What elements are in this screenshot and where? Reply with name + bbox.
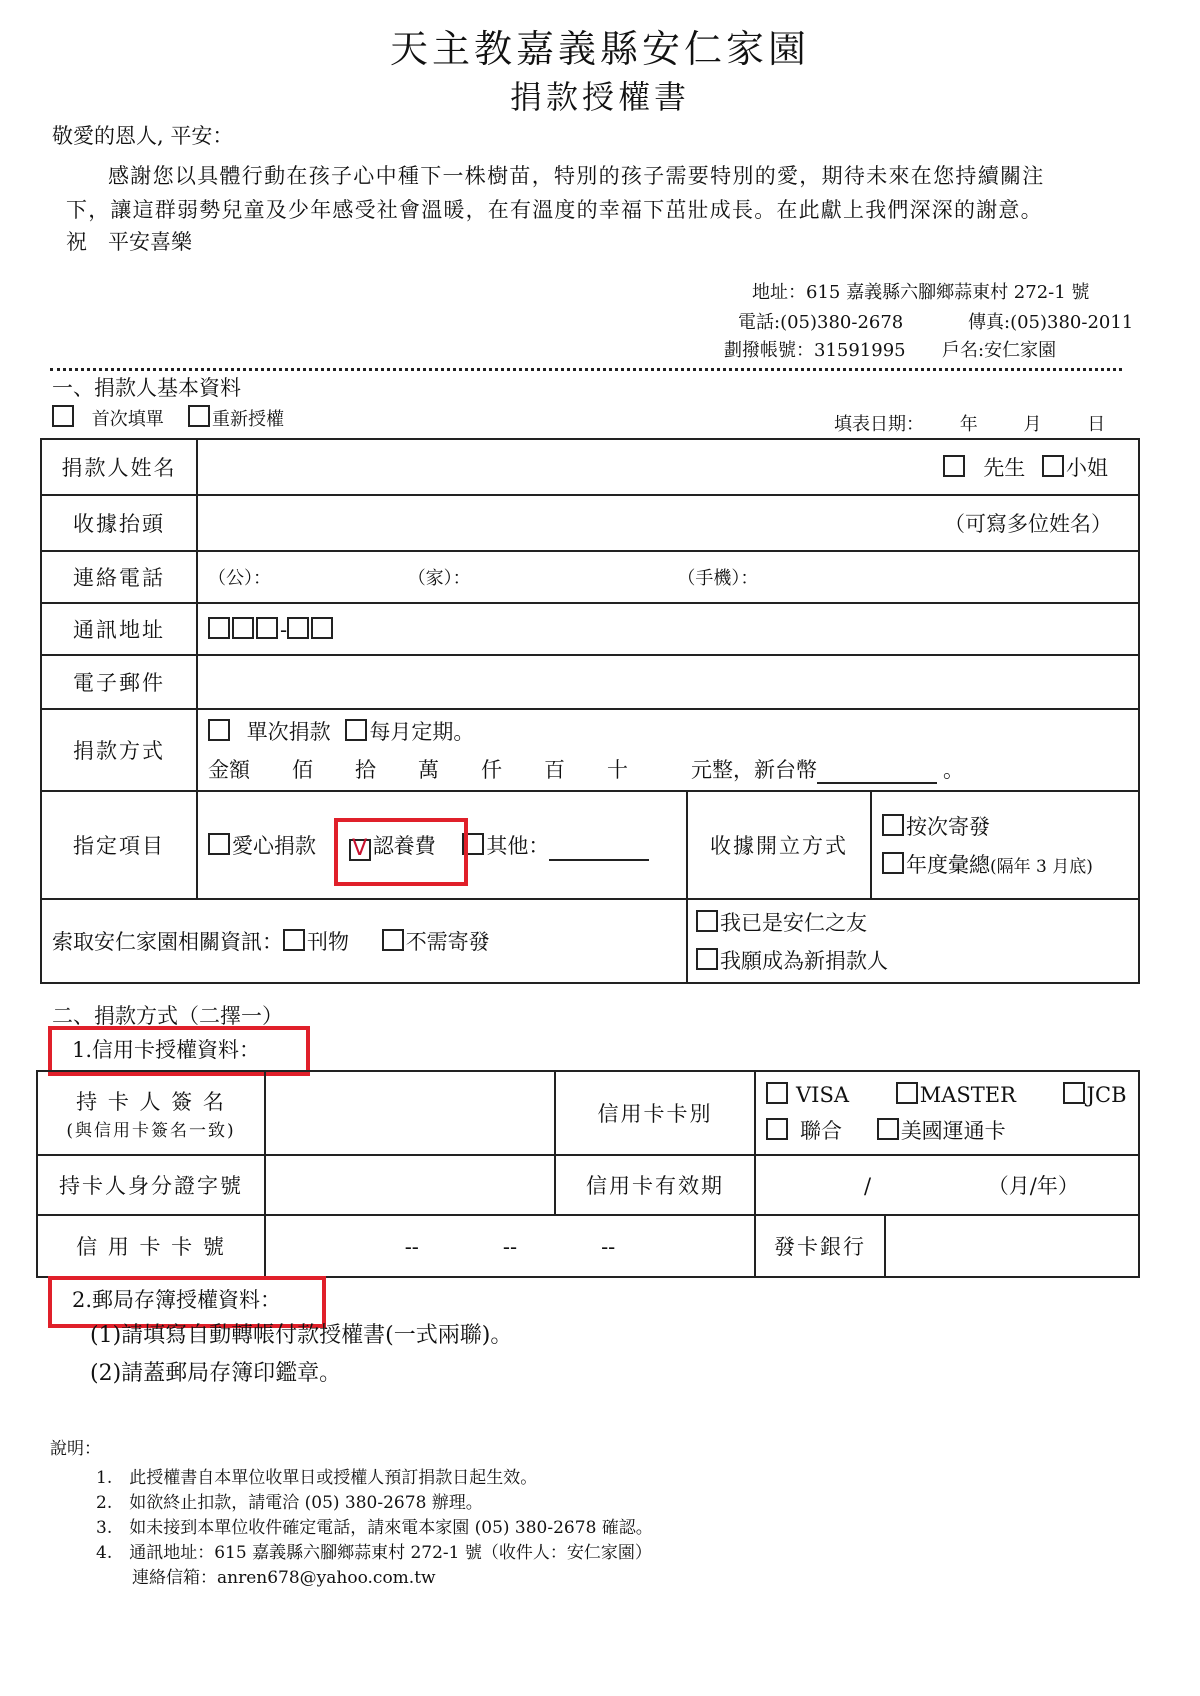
sponsor-option[interactable]: V 認養費 [349,834,436,858]
single-checkbox[interactable] [208,719,230,741]
visa-checkbox[interactable] [766,1082,788,1104]
letter-line-2: 下，讓這群弱勢兒童及少年感受社會溫暖，在有溫度的幸福下茁壯成長。在此獻上我們深深的謝意。 [66,198,1043,222]
notes-label: 說明： [50,1439,101,1459]
credit-heading: 1.信用卡授權資料： [72,1038,261,1062]
document-title: 捐款授權書 [509,78,690,116]
contact-account: 劃撥帳號：31591995 [724,340,906,361]
per-donation-checkbox[interactable] [882,814,904,836]
closing: 祝 平安喜樂 [66,230,192,254]
sponsor-checkbox[interactable]: V [349,839,371,861]
fill-date: 填表日期： 年 月 日 [834,414,1106,435]
monthly-checkbox[interactable] [345,719,367,741]
union-checkbox[interactable] [766,1118,788,1140]
phone-field[interactable]: （公）： （家）： （手機）： [197,551,1139,603]
issuer-label: 發卡銀行 [755,1215,885,1277]
jcb-checkbox[interactable] [1063,1082,1085,1104]
credit-card-table [36,1070,1140,1278]
receipt-title-label: 收據抬頭 [41,495,197,551]
master-checkbox[interactable] [896,1082,918,1104]
item-label: 指定項目 [41,791,197,899]
item-field[interactable]: 愛心捐款 V 認養費 其他： [197,791,687,899]
method-label: 捐款方式 [41,709,197,791]
org-title: 天主教嘉義縣安仁家園 [389,27,810,71]
holder-id-field[interactable] [265,1155,555,1215]
section2-heading: 二、捐款方式（二擇一） [52,1004,283,1028]
note-3: 3. 如未接到本單位收件確定電話，請來電本家園 (05) 380-2678 確認。 [96,1518,653,1538]
love-checkbox[interactable] [208,833,230,855]
card-type-label: 信用卡卡別 [555,1071,755,1155]
email-field[interactable] [197,655,1139,709]
post-instruction-1: (1)請填寫自動轉帳付款授權書(一式兩聯)。 [90,1323,513,1348]
card-no-field[interactable]: -- -- -- [265,1215,755,1277]
address-label: 通訊地址 [41,603,197,655]
expiry-label: 信用卡有效期 [555,1155,755,1215]
other-blank[interactable] [549,839,649,861]
letter-line-1: 感謝您以具體行動在孩子心中種下一株樹苗，特別的孩子需要特別的愛，期待未來在您持續關注 [108,164,1045,188]
note-2: 2. 如欲終止扣款，請電洽 (05) 380-2678 辦理。 [96,1493,483,1513]
section1-heading: 一、捐款人基本資料 [52,376,241,400]
mr-checkbox[interactable] [943,455,965,477]
first-time-checkbox[interactable] [52,405,74,427]
amount-label: 金額 佰 拾 萬 仟 百 十 元整，新台幣 [208,758,817,782]
receipt-method-label: 收據開立方式 [687,791,871,899]
amex-checkbox[interactable] [877,1118,899,1140]
phone-label: 連絡電話 [41,551,197,603]
contact-phone: 電話:(05)380-2678 [738,312,904,333]
donor-name-field[interactable]: 先生 小姐 [197,439,1139,495]
address-field[interactable]: - [197,603,1139,655]
notes-list [96,1466,653,1591]
email-label: 電子郵件 [41,655,197,709]
donor-info-table [40,438,1140,984]
greeting: 敬愛的恩人, 平安： [52,124,234,148]
annual-checkbox[interactable] [882,852,904,874]
note-email: 連絡信箱：anren678@yahoo.com.tw [132,1568,436,1588]
contact-account-name: 戶名:安仁家園 [942,340,1057,361]
friend-checkbox[interactable] [696,910,718,932]
note-1: 1. 此授權書自本單位收單日或授權人預訂捐款日起生效。 [96,1468,538,1488]
amount-blank[interactable] [817,762,937,784]
contact-fax: 傳真:(05)380-2011 [968,312,1134,333]
receipt-method-field[interactable]: 按次寄發 年度彙總(隔年 3 月底) [871,791,1139,899]
method-field[interactable]: 單次捐款 每月定期。 金額 佰 拾 萬 仟 百 十 元整，新台幣 。 [197,709,1139,791]
contact-address: 地址：615 嘉義縣六腳鄉蒜東村 272-1 號 [752,282,1090,303]
info-request-field[interactable]: 索取安仁家園相關資訊： 刊物 不需寄發 [41,899,687,983]
first-time-option[interactable]: 首次填單 [52,405,164,431]
ms-checkbox[interactable] [1042,455,1064,477]
no-mail-checkbox[interactable] [382,929,404,951]
card-no-label: 信 用 卡 卡 號 [37,1215,265,1277]
holder-id-label: 持卡人身分證字號 [37,1155,265,1215]
note-4: 4. 通訊地址：615 嘉義縣六腳鄉蒜東村 272-1 號（收件人：安仁家園） [96,1543,652,1563]
post-instruction-2: (2)請蓋郵局存簿印鑑章。 [90,1361,342,1386]
divider [50,368,1122,371]
donor-name-label: 捐款人姓名 [41,439,197,495]
receipt-title-field[interactable]: （可寫多位姓名） [197,495,1139,551]
expiry-field[interactable]: / （月/年） [755,1155,1139,1215]
publication-checkbox[interactable] [283,929,305,951]
reauth-option[interactable]: 重新授權 [188,405,284,431]
reauth-checkbox[interactable] [188,405,210,427]
post-heading: 2.郵局存簿授權資料： [72,1288,282,1312]
new-donor-checkbox[interactable] [696,948,718,970]
sponsor-highlight [334,818,468,886]
donor-status-field[interactable]: 我已是安仁之友 我願成為新捐款人 [687,899,1139,983]
card-type-field[interactable]: VISA MASTER JCB 聯合 美國運通卡 [755,1071,1139,1155]
issuer-field[interactable] [885,1215,1139,1277]
holder-sign-field[interactable] [265,1071,555,1155]
holder-sign-label: 持 卡 人 簽 名 (與信用卡簽名一致) [37,1071,265,1155]
